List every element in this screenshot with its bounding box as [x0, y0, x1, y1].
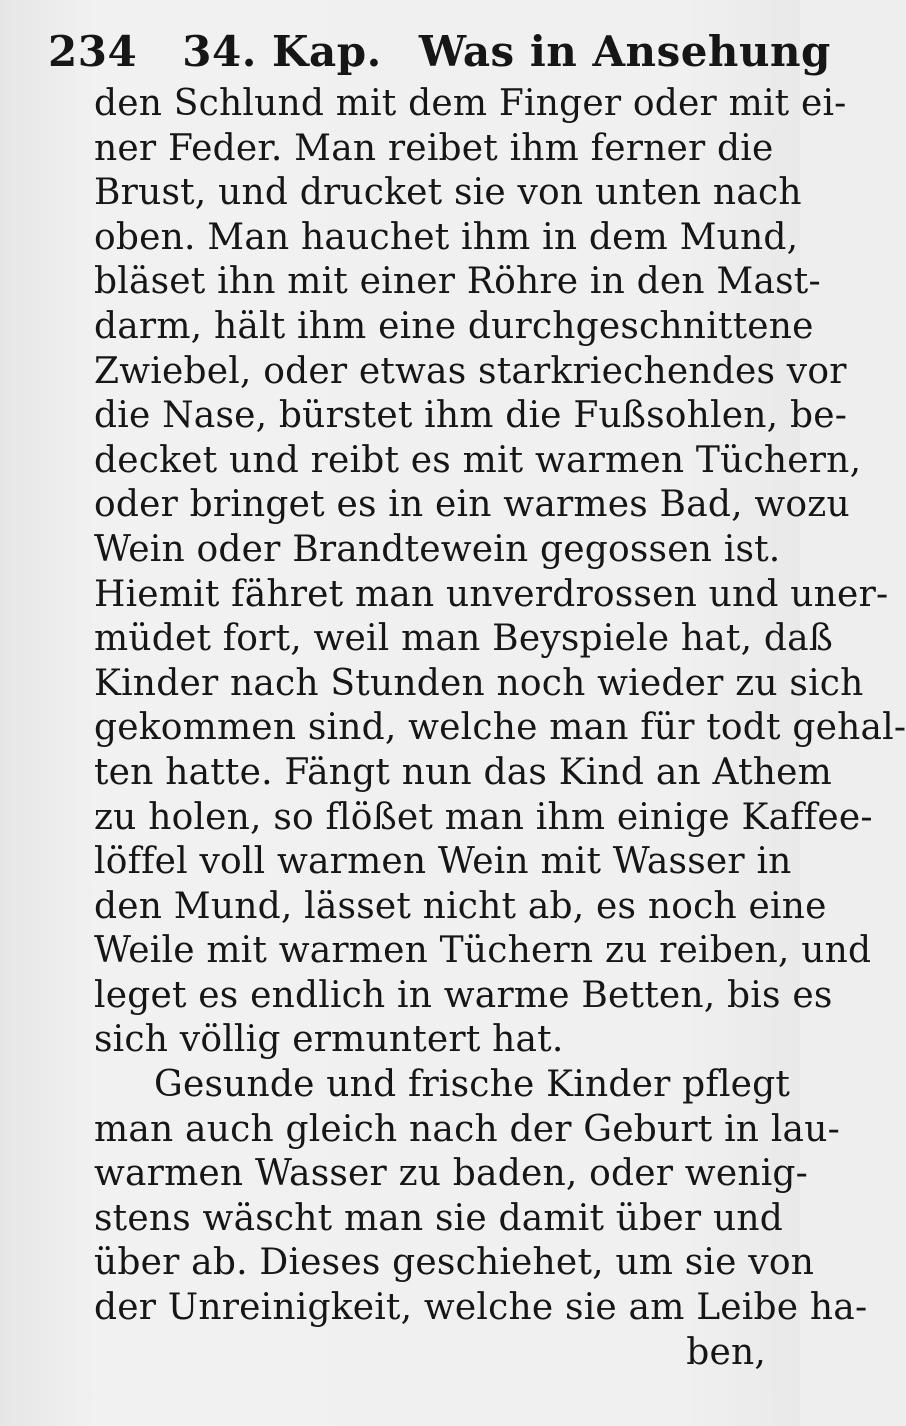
text-line: Kinder nach Stunden noch wieder zu sich — [94, 662, 864, 704]
text-line: den Schlund mit dem Finger oder mit ei- — [94, 83, 847, 124]
running-title: Was in Ansehung — [418, 27, 831, 76]
text-line: oder bringet es in ein warmes Bad, wozu — [94, 484, 850, 526]
text-line: Wein oder Brandtewein gegossen ist. — [94, 528, 781, 570]
text-line: sich völlig ermuntert hat. — [94, 1019, 564, 1061]
text-line: bläset ihn mit einer Röhre in den Mast- — [94, 261, 821, 303]
text-line: der Unreinigkeit, welche sie am Leibe ha- — [94, 1287, 868, 1329]
text-line: müdet fort, weil man Beyspiele hat, daß — [94, 618, 834, 660]
text-line: löffel voll warmen Wein mit Wasser in — [94, 841, 792, 883]
text-line: man auch gleich nach der Geburt in lau- — [94, 1108, 840, 1150]
text-line: Brust, und drucket sie von unten nach — [94, 172, 802, 214]
text-line: den Mund, lässet nicht ab, es noch eine — [94, 885, 827, 927]
text-line: ten hatte. Fängt nun das Kind an Athem — [94, 751, 832, 793]
body-text — [94, 82, 906, 1375]
text-line: gekommen sind, welche man für todt gehal- — [94, 707, 906, 749]
catchword: ben, — [686, 1331, 766, 1373]
page-number: 234 — [48, 27, 138, 76]
text-line: ner Feder. Man reibet ihm ferner die — [94, 127, 774, 169]
text-line: leget es endlich in warme Betten, bis es — [94, 974, 833, 1016]
text-line: Hiemit fähret man unverdrossen und uner- — [94, 573, 889, 615]
text-line: stens wäscht man sie damit über und — [94, 1197, 783, 1239]
text-line: decket und reibt es mit warmen Tüchern, — [94, 439, 862, 481]
text-line: darm, hält ihm eine durchgeschnittene — [94, 305, 814, 347]
text-line: Weile mit warmen Tüchern zu reiben, und — [94, 930, 872, 972]
text-line: die Nase, bürstet ihm die Fußsohlen, be- — [94, 395, 848, 437]
chapter-label: 34. Kap. — [182, 27, 382, 76]
text-line: über ab. Dieses geschiehet, um sie von — [94, 1242, 815, 1284]
text-line: Zwiebel, oder etwas starkriechendes vor — [94, 350, 847, 392]
text-line: oben. Man hauchet ihm in dem Mund, — [94, 216, 799, 258]
text-line: zu holen, so flößet man ihm einige Kaffee- — [94, 796, 873, 838]
running-header — [48, 22, 831, 82]
paragraph-start-line: Gesunde und frische Kinder pflegt — [154, 1064, 791, 1106]
text-line: warmen Wasser zu baden, oder wenig- — [94, 1153, 809, 1195]
